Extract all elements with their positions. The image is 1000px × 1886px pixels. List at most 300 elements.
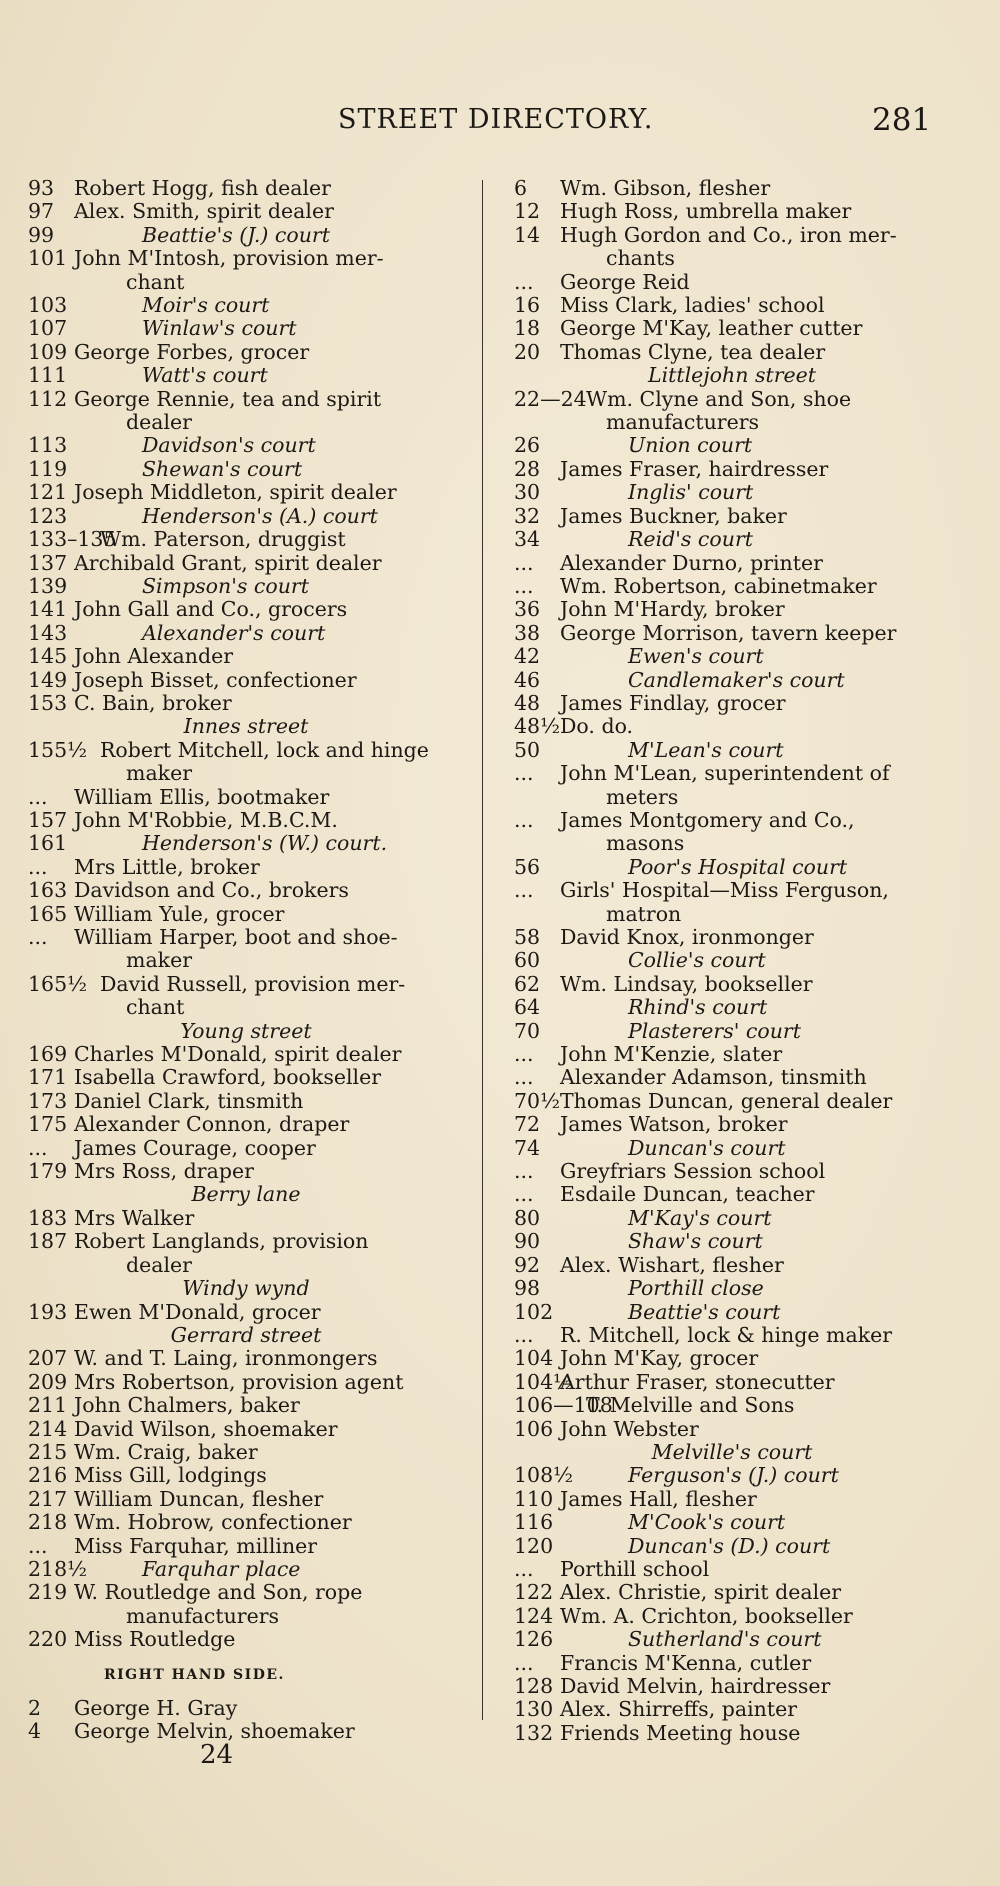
- entry-continuation: dealer: [126, 1252, 192, 1277]
- street-heading: [28, 1324, 464, 1347]
- directory-entry: [28, 739, 464, 762]
- street-name: Melville's court: [651, 1439, 813, 1464]
- street-name: Young street: [180, 1018, 312, 1043]
- directory-entry: [514, 1722, 950, 1745]
- house-number: ...: [514, 269, 534, 294]
- directory-entry: [514, 1675, 950, 1698]
- directory-entry: [28, 949, 464, 972]
- directory-entry: [514, 575, 950, 598]
- court-entry: [28, 224, 464, 247]
- directory-entry: [514, 926, 950, 949]
- directory-entry: [514, 1371, 950, 1394]
- house-number: ...: [514, 550, 534, 575]
- house-number: 98: [514, 1276, 541, 1301]
- directory-entry: [28, 411, 464, 434]
- occupant-text: John Alexander: [74, 644, 234, 669]
- court-name: M'Lean's court: [628, 737, 784, 762]
- occupant-text: Hugh Gordon and Co., iron mer-: [560, 222, 897, 247]
- directory-entry: [514, 317, 950, 340]
- occupant-text: Arthur Fraser, stonecutter: [560, 1369, 835, 1394]
- occupant-text: C. Bain, broker: [74, 690, 232, 715]
- entry-continuation: maker: [126, 761, 193, 786]
- court-entry: [28, 832, 464, 855]
- house-number: 26: [514, 433, 541, 458]
- directory-entry: [28, 1113, 464, 1136]
- occupant-text: Alex. Smith, spirit dealer: [74, 199, 334, 224]
- court-name: Davidson's court: [142, 433, 316, 458]
- house-number: 123: [28, 503, 68, 528]
- house-number: 171: [28, 1065, 68, 1090]
- directory-entry: [28, 247, 464, 270]
- directory-entry: [28, 481, 464, 504]
- occupant-text: Robert Mitchell, lock and hinge: [100, 737, 429, 762]
- occupant-text: Miss Gill, lodgings: [74, 1463, 267, 1488]
- house-number: 216: [28, 1463, 68, 1488]
- entry-continuation: chant: [126, 995, 185, 1020]
- directory-entry: [514, 1418, 950, 1441]
- house-number: 169: [28, 1042, 68, 1067]
- house-number: 132: [514, 1720, 554, 1745]
- house-number: 145: [28, 644, 68, 669]
- occupant-text: Wm. Paterson, druggist: [100, 527, 346, 552]
- court-entry: [28, 622, 464, 645]
- court-entry: [514, 1301, 950, 1324]
- house-number: 92: [514, 1252, 541, 1277]
- house-number: ...: [514, 1650, 534, 1675]
- street-heading: [28, 1183, 464, 1206]
- directory-entry: [28, 1394, 464, 1417]
- house-number: ...: [28, 784, 48, 809]
- court-name: Duncan's (D.) court: [628, 1533, 831, 1558]
- house-number: 126: [514, 1627, 554, 1652]
- occupant-text: Charles M'Donald, spirit dealer: [74, 1042, 402, 1067]
- house-number: 70: [514, 1018, 541, 1043]
- house-number: 64: [514, 995, 541, 1020]
- house-number: 90: [514, 1229, 541, 1254]
- occupant-text: Alex. Wishart, flesher: [560, 1252, 784, 1277]
- house-number: ...: [514, 1065, 534, 1090]
- right-column: [514, 177, 950, 1745]
- house-number: 4: [28, 1719, 42, 1744]
- street-name: Windy wynd: [182, 1276, 310, 1301]
- house-number: 80: [514, 1205, 541, 1230]
- occupant-text: John M'Robbie, M.B.C.M.: [74, 807, 338, 832]
- occupant-text: Thomas Duncan, general dealer: [560, 1088, 893, 1113]
- directory-entry: [28, 1535, 464, 1558]
- house-number: 32: [514, 503, 541, 528]
- court-entry: [514, 856, 950, 879]
- house-number: 58: [514, 925, 541, 949]
- court-name: Simpson's court: [142, 573, 309, 598]
- court-name: Reid's court: [628, 527, 753, 552]
- directory-entry: [28, 903, 464, 926]
- occupant-text: Wm. Clyne and Son, shoe: [586, 386, 852, 411]
- house-number: 143: [28, 620, 68, 645]
- occupant-text: Alexander Durno, printer: [560, 550, 823, 575]
- street-name: Berry lane: [191, 1182, 301, 1207]
- court-name: Winlaw's court: [142, 316, 297, 341]
- house-number: ...: [514, 1556, 534, 1581]
- directory-entry: [514, 1254, 950, 1277]
- directory-entry: [28, 271, 464, 294]
- house-number: 187: [28, 1229, 68, 1254]
- court-entry: [514, 996, 950, 1019]
- house-number: 97: [28, 199, 55, 224]
- house-number: 155½: [28, 737, 87, 762]
- occupant-text: Friends Meeting house: [560, 1720, 801, 1745]
- occupant-text: William Duncan, flesher: [74, 1486, 324, 1511]
- house-number: 72: [514, 1112, 541, 1137]
- section-title: RIGHT HAND SIDE.: [104, 1666, 285, 1683]
- court-entry: [28, 434, 464, 457]
- house-number: 22—24: [514, 386, 587, 411]
- directory-entry: [28, 856, 464, 879]
- house-number: 214: [28, 1416, 68, 1441]
- signature-mark: 24: [200, 1740, 234, 1770]
- house-number: 165: [28, 901, 68, 926]
- occupant-text: Porthill school: [560, 1556, 710, 1581]
- directory-entry: [514, 1488, 950, 1511]
- house-number: 42: [514, 644, 541, 669]
- directory-entry: [514, 973, 950, 996]
- house-number: 120: [514, 1533, 554, 1558]
- court-entry: [28, 575, 464, 598]
- directory-entry: [28, 1207, 464, 1230]
- court-entry: [514, 1464, 950, 1487]
- directory-entry: [514, 552, 950, 575]
- entry-continuation: manufacturers: [126, 1603, 280, 1628]
- occupant-text: W. and T. Laing, ironmongers: [74, 1346, 378, 1371]
- occupant-text: George M'Kay, leather cutter: [560, 316, 863, 341]
- court-entry: [514, 1020, 950, 1043]
- occupant-text: Alexander Adamson, tinsmith: [560, 1065, 867, 1090]
- house-number: 153: [28, 690, 68, 715]
- court-name: Union court: [628, 433, 753, 458]
- directory-entry: [514, 1558, 950, 1581]
- occupant-text: James Hall, flesher: [560, 1486, 757, 1511]
- court-entry: [514, 669, 950, 692]
- court-entry: [28, 1558, 464, 1581]
- house-number: 46: [514, 667, 541, 692]
- column-divider: [482, 180, 483, 1720]
- house-number: ...: [514, 1159, 534, 1184]
- house-number: 220: [28, 1627, 68, 1652]
- directory-entry: [28, 786, 464, 809]
- directory-entry: [514, 762, 950, 785]
- directory-entry: [28, 552, 464, 575]
- court-name: Alexander's court: [142, 620, 326, 645]
- house-number: 70½: [514, 1088, 560, 1113]
- court-name: Henderson's (W.) court.: [142, 831, 388, 856]
- directory-entry: [28, 1043, 464, 1066]
- directory-entry: [514, 1652, 950, 1675]
- occupant-text: William Ellis, bootmaker: [74, 784, 330, 809]
- house-number: 28: [514, 456, 541, 481]
- house-number: 112: [28, 386, 68, 411]
- house-number: 108½: [514, 1463, 573, 1488]
- house-number: 74: [514, 1135, 541, 1160]
- house-number: 183: [28, 1205, 68, 1230]
- court-entry: [514, 1230, 950, 1253]
- occupant-text: George Rennie, tea and spirit: [74, 386, 382, 411]
- directory-entry: [514, 271, 950, 294]
- house-number: 215: [28, 1439, 68, 1464]
- directory-entry: [28, 1230, 464, 1253]
- directory-entry: [28, 926, 464, 949]
- page-number: 281: [872, 102, 932, 138]
- house-number: 50: [514, 737, 541, 762]
- court-entry: [514, 949, 950, 972]
- occupant-text: Joseph Middleton, spirit dealer: [74, 480, 397, 505]
- directory-entry: [28, 1581, 464, 1604]
- occupant-text: John Gall and Co., grocers: [74, 597, 348, 622]
- entry-continuation: matron: [606, 901, 682, 926]
- directory-entry: [514, 505, 950, 528]
- court-entry: [514, 1535, 950, 1558]
- street-heading: [28, 1277, 464, 1300]
- occupant-text: Hugh Ross, umbrella maker: [560, 199, 852, 224]
- page-header: [0, 104, 1000, 144]
- occupant-text: Wm. Robertson, cabinetmaker: [560, 573, 877, 598]
- occupant-text: Wm. Craig, baker: [74, 1439, 258, 1464]
- directory-entry: [514, 809, 950, 832]
- occupant-text: George H. Gray: [74, 1696, 238, 1720]
- house-number: 209: [28, 1369, 68, 1394]
- court-entry: [514, 645, 950, 668]
- court-name: Inglis' court: [628, 480, 754, 505]
- directory-entry: [514, 1605, 950, 1628]
- occupant-text: Miss Clark, ladies' school: [560, 293, 825, 318]
- directory-entry: [514, 458, 950, 481]
- directory-entry: [28, 528, 464, 551]
- occupant-text: John M'Lean, superintendent of: [560, 761, 890, 786]
- directory-entry: [28, 809, 464, 832]
- court-name: Beattie's (J.) court: [142, 222, 330, 247]
- directory-entry: [514, 1113, 950, 1136]
- occupant-text: John M'Intosh, provision mer-: [74, 246, 384, 271]
- occupant-text: Mrs Walker: [74, 1205, 195, 1230]
- occupant-text: Robert Langlands, provision: [74, 1229, 369, 1254]
- occupant-text: James Watson, broker: [560, 1112, 788, 1137]
- occupant-text: James Fraser, hairdresser: [560, 456, 829, 481]
- directory-entry: [514, 1698, 950, 1721]
- entry-continuation: dealer: [126, 410, 192, 435]
- occupant-text: John Webster: [560, 1416, 699, 1441]
- directory-entry: [28, 1090, 464, 1113]
- directory-entry: [514, 622, 950, 645]
- occupant-text: T. Melville and Sons: [586, 1393, 795, 1418]
- directory-entry: [28, 973, 464, 996]
- house-number: 103: [28, 293, 68, 318]
- directory-entry: [28, 692, 464, 715]
- occupant-text: George Forbes, grocer: [74, 339, 310, 364]
- directory-entry: [514, 1347, 950, 1370]
- house-number: 116: [514, 1510, 554, 1535]
- directory-entry: [28, 1418, 464, 1441]
- house-number: 211: [28, 1393, 68, 1418]
- entry-continuation: chant: [126, 269, 185, 294]
- house-number: 12: [514, 199, 541, 224]
- directory-entry: [514, 692, 950, 715]
- court-entry: [514, 434, 950, 457]
- house-number: 93: [28, 176, 55, 200]
- occupant-text: Francis M'Kenna, cutler: [560, 1650, 812, 1675]
- directory-entry: [514, 1090, 950, 1113]
- house-number: 217: [28, 1486, 68, 1511]
- street-heading: [514, 1441, 950, 1464]
- house-number: 38: [514, 620, 541, 645]
- occupant-text: Robert Hogg, fish dealer: [74, 176, 331, 200]
- directory-entry: [514, 1324, 950, 1347]
- occupant-text: George Reid: [560, 269, 690, 294]
- house-number: 218: [28, 1510, 68, 1535]
- court-name: Henderson's (A.) court: [142, 503, 378, 528]
- house-number: 157: [28, 807, 68, 832]
- street-heading: [28, 715, 464, 738]
- house-number: 163: [28, 878, 68, 903]
- house-number: 119: [28, 456, 68, 481]
- occupant-text: Miss Routledge: [74, 1627, 236, 1652]
- directory-entry: [514, 879, 950, 902]
- house-number: 113: [28, 433, 68, 458]
- directory-entry: [514, 1183, 950, 1206]
- house-number: 2: [28, 1696, 42, 1720]
- house-number: 141: [28, 597, 68, 622]
- directory-entry: [28, 1441, 464, 1464]
- occupant-text: Alex. Christie, spirit dealer: [560, 1580, 842, 1605]
- house-number: 111: [28, 363, 68, 388]
- house-number: 20: [514, 339, 541, 364]
- occupant-text: John M'Hardy, broker: [560, 597, 785, 622]
- occupant-text: William Harper, boot and shoe-: [74, 925, 398, 949]
- occupant-text: Archibald Grant, spirit dealer: [74, 550, 382, 575]
- court-entry: [28, 505, 464, 528]
- directory-entry: [28, 1488, 464, 1511]
- directory-entry: [514, 341, 950, 364]
- directory-entry: [514, 247, 950, 270]
- house-number: 218½: [28, 1556, 87, 1581]
- house-number: 106—108: [514, 1393, 613, 1418]
- house-number: 109: [28, 339, 68, 364]
- house-number: 130: [514, 1697, 554, 1722]
- street-name: Innes street: [183, 714, 309, 739]
- directory-entry: [28, 879, 464, 902]
- house-number: ...: [28, 854, 48, 879]
- court-name: Farquhar place: [142, 1556, 301, 1581]
- house-number: 179: [28, 1159, 68, 1184]
- house-number: ...: [514, 761, 534, 786]
- occupant-text: James Montgomery and Co.,: [560, 807, 855, 832]
- house-number: ...: [514, 878, 534, 903]
- directory-entry: [28, 1301, 464, 1324]
- occupant-text: Mrs Little, broker: [74, 854, 260, 879]
- entry-continuation: maker: [126, 948, 193, 973]
- house-number: ...: [514, 1322, 534, 1347]
- entry-continuation: manufacturers: [606, 410, 760, 435]
- court-name: Moir's court: [142, 293, 270, 318]
- directory-entry: [514, 786, 950, 809]
- directory-entry: [514, 715, 950, 738]
- house-number: 34: [514, 527, 541, 552]
- directory-entry: [28, 1347, 464, 1370]
- court-entry: [514, 528, 950, 551]
- court-entry: [514, 1511, 950, 1534]
- directory-entry: [28, 1371, 464, 1394]
- court-entry: [514, 1628, 950, 1651]
- occupant-text: George Morrison, tavern keeper: [560, 620, 897, 645]
- court-name: Rhind's court: [628, 995, 768, 1020]
- occupant-text: Mrs Ross, draper: [74, 1159, 254, 1184]
- court-entry: [28, 294, 464, 317]
- house-number: 107: [28, 316, 68, 341]
- court-name: Sutherland's court: [628, 1627, 822, 1652]
- occupant-text: David Knox, ironmonger: [560, 925, 814, 949]
- court-name: Duncan's court: [628, 1135, 786, 1160]
- house-number: 122: [514, 1580, 554, 1605]
- directory-entry: [514, 224, 950, 247]
- occupant-text: David Wilson, shoemaker: [74, 1416, 338, 1441]
- court-name: Shaw's court: [628, 1229, 763, 1254]
- house-number: 121: [28, 480, 68, 505]
- occupant-text: Isabella Crawford, bookseller: [74, 1065, 382, 1090]
- house-number: 99: [28, 222, 55, 247]
- court-name: Ewen's court: [628, 644, 764, 669]
- court-entry: [514, 1277, 950, 1300]
- directory-entry: [28, 598, 464, 621]
- house-number: 30: [514, 480, 541, 505]
- directory-entry: [514, 294, 950, 317]
- house-number: ...: [514, 807, 534, 832]
- house-number: 110: [514, 1486, 554, 1511]
- house-number: 60: [514, 948, 541, 973]
- court-name: Porthill close: [628, 1276, 764, 1301]
- entry-continuation: meters: [606, 784, 679, 809]
- house-number: ...: [514, 1042, 534, 1067]
- directory-entry: [28, 1464, 464, 1487]
- occupant-text: James Findlay, grocer: [560, 690, 786, 715]
- entry-continuation: chants: [606, 246, 675, 271]
- occupant-text: Wm. Gibson, flesher: [560, 176, 771, 200]
- directory-entry: [28, 669, 464, 692]
- occupant-text: Alexander Connon, draper: [74, 1112, 350, 1137]
- directory-entry: [514, 598, 950, 621]
- house-number: 18: [514, 316, 541, 341]
- house-number: 6: [514, 176, 528, 200]
- occupant-text: George Melvin, shoemaker: [74, 1719, 355, 1744]
- court-name: Poor's Hospital court: [628, 854, 848, 879]
- house-number: 149: [28, 667, 68, 692]
- house-number: 137: [28, 550, 68, 575]
- occupant-text: Girls' Hospital—Miss Ferguson,: [560, 878, 889, 903]
- house-number: 102: [514, 1299, 554, 1324]
- court-name: Collie's court: [628, 948, 766, 973]
- occupant-text: W. Routledge and Son, rope: [74, 1580, 363, 1605]
- directory-entry: [514, 832, 950, 855]
- house-number: 173: [28, 1088, 68, 1113]
- directory-entry: [514, 388, 950, 411]
- directory-entry: [28, 1066, 464, 1089]
- directory-entry: [514, 903, 950, 926]
- directory-entry: [514, 1394, 950, 1417]
- house-number: 139: [28, 573, 68, 598]
- occupant-text: Miss Farquhar, milliner: [74, 1533, 318, 1558]
- directory-entry: [28, 1160, 464, 1183]
- house-number: 56: [514, 854, 541, 879]
- occupant-text: Do. do.: [560, 714, 634, 739]
- court-name: Candlemaker's court: [628, 667, 845, 692]
- court-entry: [514, 739, 950, 762]
- directory-entry: [28, 996, 464, 1019]
